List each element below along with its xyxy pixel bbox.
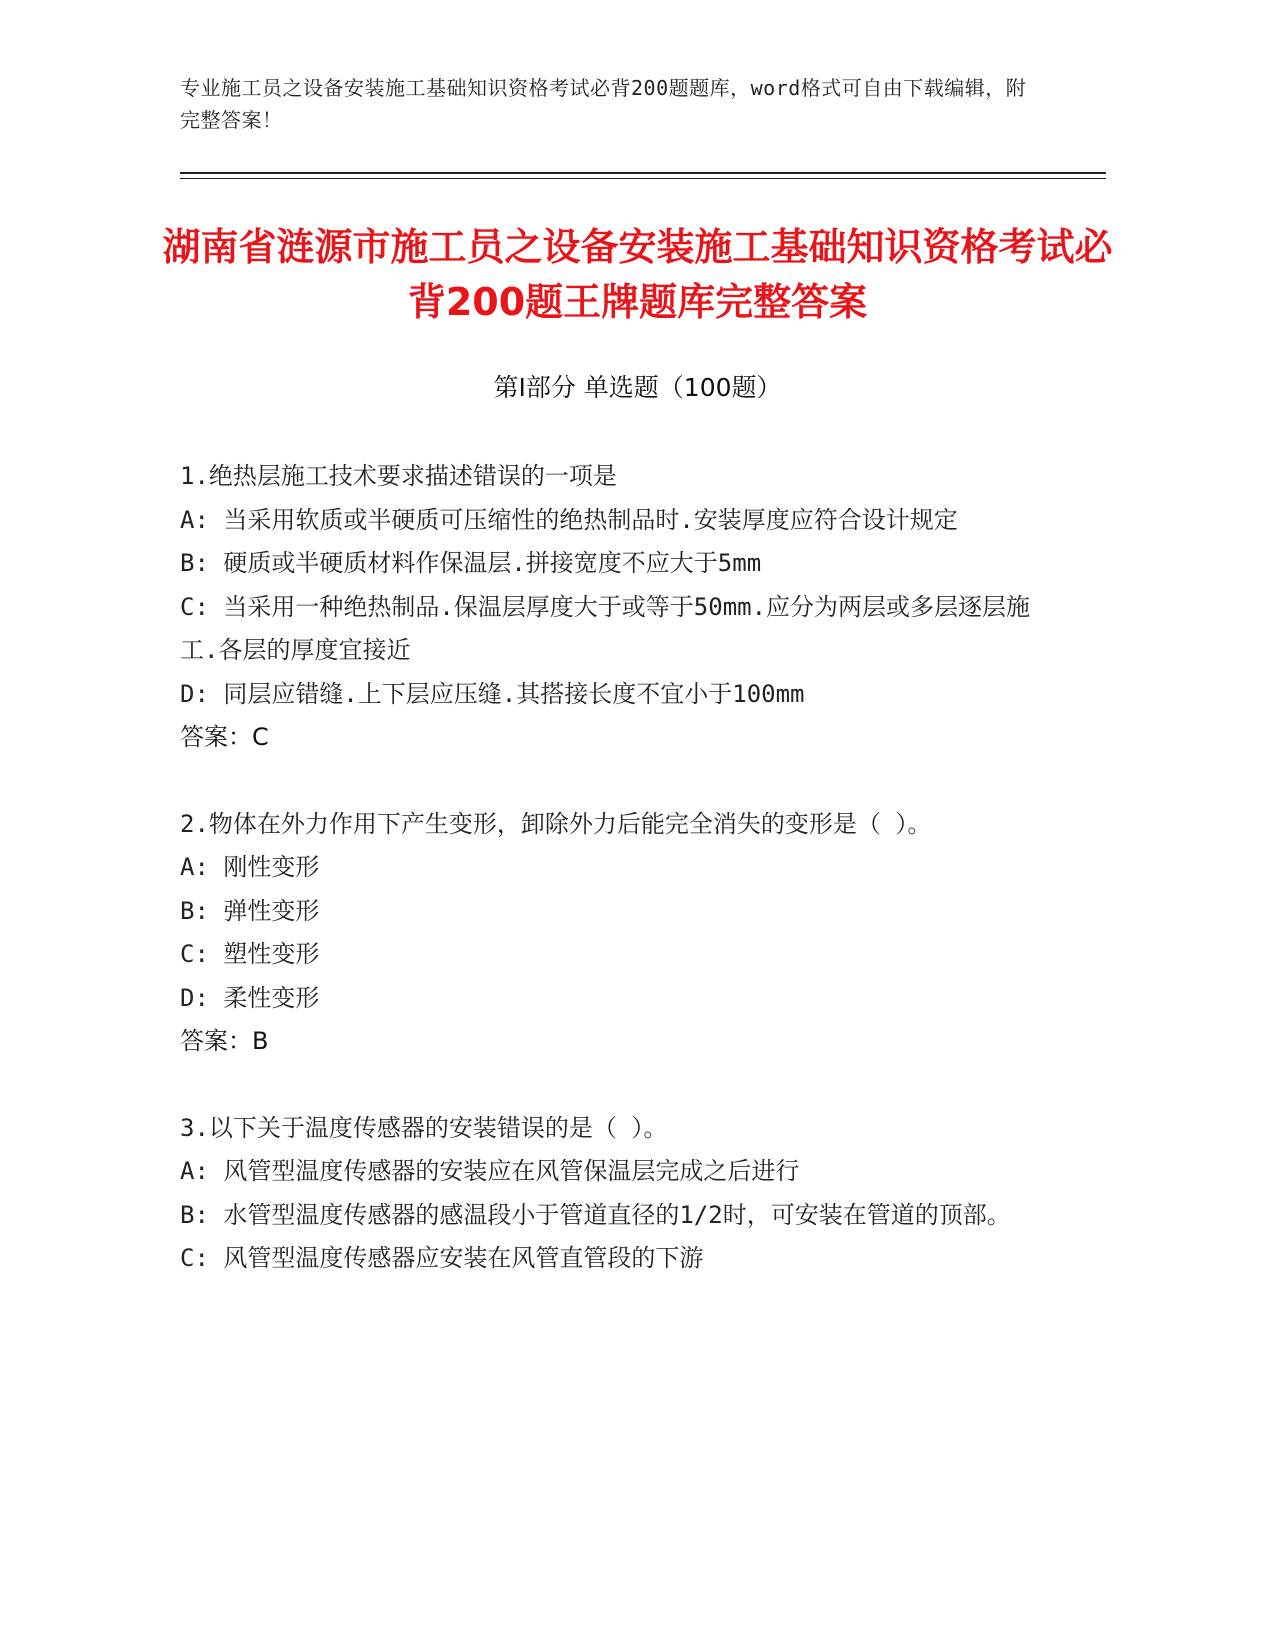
option-c: C: 塑性变形 [180, 940, 320, 968]
header-note: 专业施工员之设备安装施工基础知识资格考试必背200题题库，word格式可自由下载编辑，附完整答案！ [180, 76, 1027, 132]
question-stem: 3.以下关于温度传感器的安装错误的是（ ）。 [180, 1113, 668, 1142]
question-3 [180, 1107, 1040, 1281]
option-b: B: 硬质或半硬质材料作保温层.拼接宽度不应大于5mm [180, 549, 762, 577]
question-list [180, 455, 1040, 1324]
header-divider-thin [180, 178, 1106, 179]
option-c: C: 风管型温度传感器应安装在风管直管段的下游 [180, 1244, 704, 1272]
answer: 答案：B [180, 1027, 269, 1055]
option-d: D: 柔性变形 [180, 983, 320, 1012]
option-b: B: 弹性变形 [180, 896, 320, 925]
header-divider-thick [180, 172, 1106, 174]
option-a: A: 当采用软质或半硬质可压缩性的绝热制品时.安装厚度应符合设计规定 [180, 505, 958, 534]
question-stem: 2.物体在外力作用下产生变形，卸除外力后能完全消失的变形是（ ）。 [180, 809, 932, 838]
option-a: A: 刚性变形 [180, 853, 320, 881]
option-a: A: 风管型温度传感器的安装应在风管保温层完成之后进行 [180, 1157, 800, 1185]
option-d: D: 同层应错缝.上下层应压缝.其搭接长度不宜小于100mm [180, 679, 805, 708]
section-title: 第Ⅰ部分 单选题（100题） [493, 373, 782, 402]
question-2 [180, 803, 1040, 1064]
option-c: C: 当采用一种绝热制品.保温层厚度大于或等于50mm.应分为两层或多层逐层施工.各层的厚度宜接近 [180, 592, 1031, 664]
document-title: 湖南省涟源市施工员之设备安装施工基础知识资格考试必背200题王牌题库完整答案 [162, 225, 1113, 324]
question-stem: 1.绝热层施工技术要求描述错误的一项是 [180, 462, 617, 490]
option-b: B: 水管型温度传感器的感温段小于管道直径的1/2时，可安装在管道的顶部。 [180, 1200, 1011, 1229]
answer: 答案：C [180, 723, 269, 751]
question-1 [180, 455, 1040, 760]
